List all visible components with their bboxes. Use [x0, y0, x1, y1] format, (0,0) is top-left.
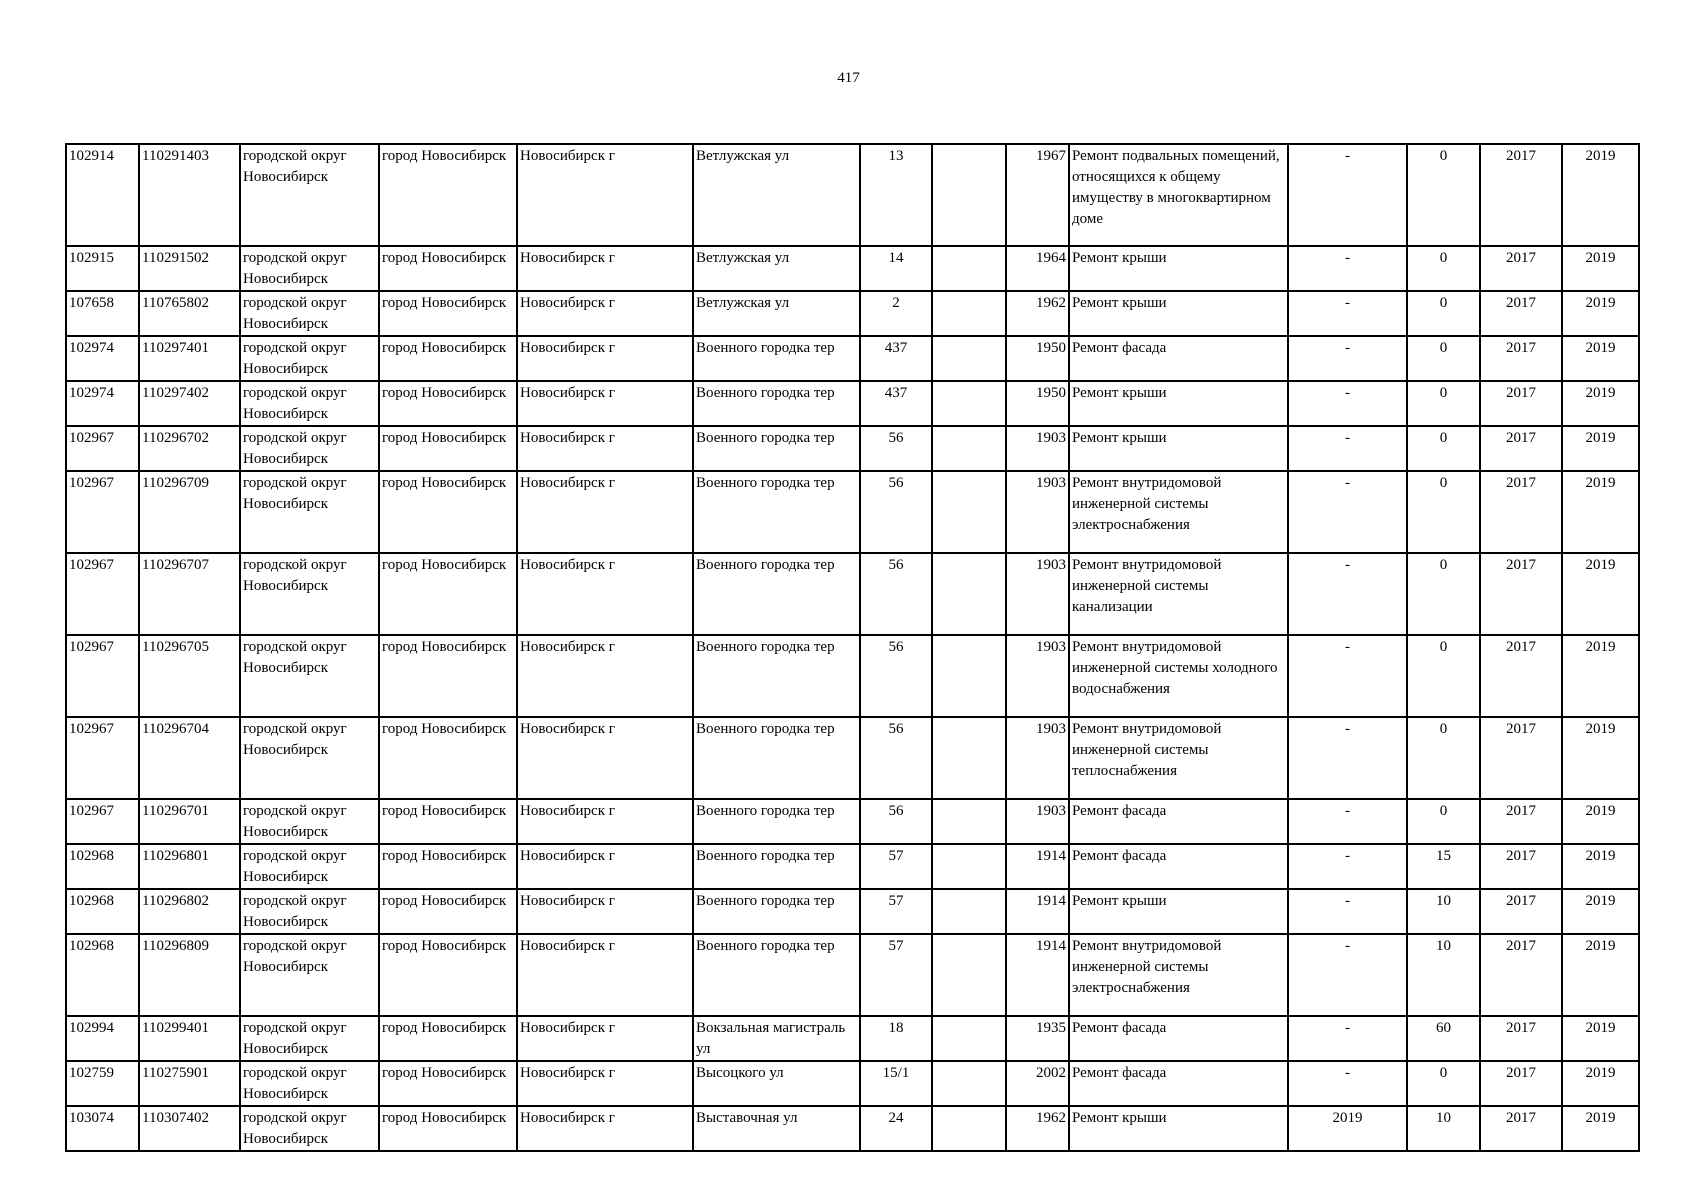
row-code: 110765802 [139, 291, 240, 336]
row-year: 1962 [1006, 291, 1069, 336]
row-building [932, 471, 1006, 553]
row-code: 110291403 [139, 144, 240, 246]
row-house: 56 [860, 471, 932, 553]
row-plan-year: - [1288, 471, 1407, 553]
row-code: 110291502 [139, 246, 240, 291]
row-id: 102967 [66, 799, 139, 844]
row-year: 1914 [1006, 844, 1069, 889]
row-value: 10 [1407, 934, 1480, 1016]
row-city: Новосибирск г [517, 426, 693, 471]
row-code: 110296709 [139, 471, 240, 553]
row-value: 0 [1407, 144, 1480, 246]
row-settlement: город Новосибирск [379, 471, 517, 553]
row-settlement: город Новосибирск [379, 717, 517, 799]
row-year: 1903 [1006, 717, 1069, 799]
table-row [66, 471, 1639, 553]
row-building [932, 1061, 1006, 1106]
row-building [932, 291, 1006, 336]
row-district: городской округ Новосибирск [240, 381, 379, 426]
row-street: Ветлужская ул [693, 144, 860, 246]
row-street: Военного городка тер [693, 426, 860, 471]
row-city: Новосибирск г [517, 381, 693, 426]
row-settlement: город Новосибирск [379, 246, 517, 291]
row-plan-year: - [1288, 844, 1407, 889]
row-city: Новосибирск г [517, 844, 693, 889]
row-end-year: 2019 [1562, 934, 1639, 1016]
row-building [932, 553, 1006, 635]
row-plan-year: - [1288, 1016, 1407, 1061]
table-row [66, 553, 1639, 635]
row-start-year: 2017 [1480, 144, 1562, 246]
row-district: городской округ Новосибирск [240, 1016, 379, 1061]
row-work: Ремонт крыши [1069, 426, 1288, 471]
repair-registry-table [65, 143, 1640, 1152]
row-code: 110307402 [139, 1106, 240, 1151]
table-row [66, 1061, 1639, 1106]
row-id: 102967 [66, 635, 139, 717]
row-work: Ремонт внутридомовой инженерной системы холодного водоснабжения [1069, 635, 1288, 717]
table-row [66, 934, 1639, 1016]
row-settlement: город Новосибирск [379, 336, 517, 381]
row-year: 1950 [1006, 336, 1069, 381]
row-code: 110296705 [139, 635, 240, 717]
row-id: 102994 [66, 1016, 139, 1061]
row-work: Ремонт внутридомовой инженерной системы электроснабжения [1069, 471, 1288, 553]
row-city: Новосибирск г [517, 291, 693, 336]
row-house: 24 [860, 1106, 932, 1151]
row-city: Новосибирск г [517, 553, 693, 635]
row-start-year: 2017 [1480, 246, 1562, 291]
row-value: 15 [1407, 844, 1480, 889]
row-id: 103074 [66, 1106, 139, 1151]
row-building [932, 934, 1006, 1016]
row-plan-year: - [1288, 553, 1407, 635]
row-street: Военного городка тер [693, 635, 860, 717]
row-city: Новосибирск г [517, 799, 693, 844]
row-house: 437 [860, 336, 932, 381]
row-start-year: 2017 [1480, 717, 1562, 799]
row-end-year: 2019 [1562, 291, 1639, 336]
table-row [66, 635, 1639, 717]
row-district: городской округ Новосибирск [240, 1061, 379, 1106]
row-street: Военного городка тер [693, 934, 860, 1016]
row-year: 1914 [1006, 889, 1069, 934]
row-city: Новосибирск г [517, 336, 693, 381]
row-work: Ремонт крыши [1069, 1106, 1288, 1151]
row-work: Ремонт фасада [1069, 844, 1288, 889]
row-year: 1964 [1006, 246, 1069, 291]
row-start-year: 2017 [1480, 471, 1562, 553]
row-settlement: город Новосибирск [379, 1016, 517, 1061]
row-year: 1935 [1006, 1016, 1069, 1061]
row-start-year: 2017 [1480, 635, 1562, 717]
row-house: 57 [860, 844, 932, 889]
row-house: 57 [860, 889, 932, 934]
row-id: 102974 [66, 381, 139, 426]
row-settlement: город Новосибирск [379, 1061, 517, 1106]
table-row [66, 844, 1639, 889]
row-plan-year: - [1288, 934, 1407, 1016]
row-work: Ремонт крыши [1069, 889, 1288, 934]
row-settlement: город Новосибирск [379, 635, 517, 717]
row-building [932, 889, 1006, 934]
row-value: 0 [1407, 291, 1480, 336]
row-year: 1903 [1006, 635, 1069, 717]
row-id: 102967 [66, 426, 139, 471]
row-id: 102967 [66, 553, 139, 635]
row-value: 0 [1407, 426, 1480, 471]
row-house: 56 [860, 426, 932, 471]
row-city: Новосибирск г [517, 144, 693, 246]
row-start-year: 2017 [1480, 799, 1562, 844]
row-plan-year: 2019 [1288, 1106, 1407, 1151]
row-house: 56 [860, 717, 932, 799]
row-street: Военного городка тер [693, 717, 860, 799]
row-end-year: 2019 [1562, 381, 1639, 426]
row-value: 0 [1407, 246, 1480, 291]
row-plan-year: - [1288, 1061, 1407, 1106]
row-street: Выставочная ул [693, 1106, 860, 1151]
row-end-year: 2019 [1562, 553, 1639, 635]
row-house: 15/1 [860, 1061, 932, 1106]
row-value: 10 [1407, 889, 1480, 934]
row-plan-year: - [1288, 635, 1407, 717]
row-district: городской округ Новосибирск [240, 553, 379, 635]
table-row [66, 336, 1639, 381]
row-start-year: 2017 [1480, 336, 1562, 381]
row-building [932, 1106, 1006, 1151]
table-row [66, 426, 1639, 471]
row-district: городской округ Новосибирск [240, 144, 379, 246]
row-building [932, 426, 1006, 471]
row-district: городской округ Новосибирск [240, 336, 379, 381]
row-street: Военного городка тер [693, 889, 860, 934]
row-work: Ремонт фасада [1069, 336, 1288, 381]
row-district: городской округ Новосибирск [240, 799, 379, 844]
row-settlement: город Новосибирск [379, 144, 517, 246]
row-year: 1903 [1006, 799, 1069, 844]
row-plan-year: - [1288, 381, 1407, 426]
row-end-year: 2019 [1562, 144, 1639, 246]
row-id: 102915 [66, 246, 139, 291]
row-year: 1903 [1006, 471, 1069, 553]
row-district: городской округ Новосибирск [240, 717, 379, 799]
row-plan-year: - [1288, 799, 1407, 844]
row-year: 1962 [1006, 1106, 1069, 1151]
row-year: 2002 [1006, 1061, 1069, 1106]
row-house: 56 [860, 635, 932, 717]
row-work: Ремонт внутридомовой инженерной системы электроснабжения [1069, 934, 1288, 1016]
row-id: 102968 [66, 889, 139, 934]
row-start-year: 2017 [1480, 844, 1562, 889]
row-city: Новосибирск г [517, 1016, 693, 1061]
row-street: Вокзальная магистраль ул [693, 1016, 860, 1061]
row-settlement: город Новосибирск [379, 934, 517, 1016]
row-end-year: 2019 [1562, 717, 1639, 799]
row-building [932, 381, 1006, 426]
row-value: 0 [1407, 381, 1480, 426]
row-id: 107658 [66, 291, 139, 336]
row-code: 110297402 [139, 381, 240, 426]
row-year: 1903 [1006, 553, 1069, 635]
row-district: городской округ Новосибирск [240, 291, 379, 336]
row-code: 110275901 [139, 1061, 240, 1106]
row-city: Новосибирск г [517, 934, 693, 1016]
row-plan-year: - [1288, 426, 1407, 471]
row-building [932, 717, 1006, 799]
row-building [932, 336, 1006, 381]
table-row [66, 381, 1639, 426]
table-row [66, 246, 1639, 291]
row-street: Военного городка тер [693, 381, 860, 426]
row-year: 1903 [1006, 426, 1069, 471]
row-end-year: 2019 [1562, 336, 1639, 381]
row-district: городской округ Новосибирск [240, 635, 379, 717]
row-work: Ремонт крыши [1069, 246, 1288, 291]
table-row [66, 799, 1639, 844]
row-building [932, 799, 1006, 844]
row-settlement: город Новосибирск [379, 291, 517, 336]
row-end-year: 2019 [1562, 471, 1639, 553]
row-district: городской округ Новосибирск [240, 471, 379, 553]
row-end-year: 2019 [1562, 246, 1639, 291]
row-house: 2 [860, 291, 932, 336]
row-work: Ремонт фасада [1069, 1061, 1288, 1106]
row-settlement: город Новосибирск [379, 799, 517, 844]
row-value: 0 [1407, 635, 1480, 717]
row-street: Ветлужская ул [693, 291, 860, 336]
row-street: Военного городка тер [693, 471, 860, 553]
row-building [932, 1016, 1006, 1061]
row-value: 10 [1407, 1106, 1480, 1151]
row-value: 0 [1407, 717, 1480, 799]
row-city: Новосибирск г [517, 246, 693, 291]
row-code: 110299401 [139, 1016, 240, 1061]
row-house: 57 [860, 934, 932, 1016]
row-work: Ремонт внутридомовой инженерной системы канализации [1069, 553, 1288, 635]
row-city: Новосибирск г [517, 635, 693, 717]
table-row [66, 291, 1639, 336]
row-street: Высоцкого ул [693, 1061, 860, 1106]
row-house: 14 [860, 246, 932, 291]
row-street: Военного городка тер [693, 799, 860, 844]
row-start-year: 2017 [1480, 426, 1562, 471]
row-id: 102968 [66, 934, 139, 1016]
row-start-year: 2017 [1480, 1061, 1562, 1106]
row-building [932, 144, 1006, 246]
row-id: 102967 [66, 471, 139, 553]
table-row [66, 1106, 1639, 1151]
row-city: Новосибирск г [517, 1106, 693, 1151]
row-district: городской округ Новосибирск [240, 246, 379, 291]
row-id: 102967 [66, 717, 139, 799]
row-plan-year: - [1288, 246, 1407, 291]
row-start-year: 2017 [1480, 291, 1562, 336]
row-building [932, 635, 1006, 717]
row-code: 110296704 [139, 717, 240, 799]
row-value: 0 [1407, 471, 1480, 553]
row-house: 18 [860, 1016, 932, 1061]
table-row [66, 889, 1639, 934]
row-house: 56 [860, 553, 932, 635]
table-row [66, 144, 1639, 246]
row-settlement: город Новосибирск [379, 889, 517, 934]
row-plan-year: - [1288, 144, 1407, 246]
row-code: 110296802 [139, 889, 240, 934]
row-house: 56 [860, 799, 932, 844]
row-value: 0 [1407, 553, 1480, 635]
row-settlement: город Новосибирск [379, 553, 517, 635]
row-id: 102914 [66, 144, 139, 246]
row-street: Военного городка тер [693, 844, 860, 889]
row-start-year: 2017 [1480, 889, 1562, 934]
row-end-year: 2019 [1562, 889, 1639, 934]
row-work: Ремонт крыши [1069, 381, 1288, 426]
row-value: 60 [1407, 1016, 1480, 1061]
row-end-year: 2019 [1562, 426, 1639, 471]
row-plan-year: - [1288, 336, 1407, 381]
row-street: Военного городка тер [693, 336, 860, 381]
row-end-year: 2019 [1562, 635, 1639, 717]
row-start-year: 2017 [1480, 1106, 1562, 1151]
row-building [932, 844, 1006, 889]
row-district: городской округ Новосибирск [240, 1106, 379, 1151]
page-number: 417 [837, 70, 860, 86]
row-id: 102759 [66, 1061, 139, 1106]
row-year: 1914 [1006, 934, 1069, 1016]
row-settlement: город Новосибирск [379, 1106, 517, 1151]
row-code: 110296702 [139, 426, 240, 471]
row-code: 110296809 [139, 934, 240, 1016]
row-start-year: 2017 [1480, 934, 1562, 1016]
row-id: 102974 [66, 336, 139, 381]
row-code: 110297401 [139, 336, 240, 381]
row-work: Ремонт подвальных помещений, относящихся к общему имуществу в многоквартирном доме [1069, 144, 1288, 246]
row-plan-year: - [1288, 291, 1407, 336]
row-district: городской округ Новосибирск [240, 426, 379, 471]
row-work: Ремонт внутридомовой инженерной системы теплоснабжения [1069, 717, 1288, 799]
row-plan-year: - [1288, 717, 1407, 799]
row-city: Новосибирск г [517, 1061, 693, 1106]
table-row [66, 1016, 1639, 1061]
row-value: 0 [1407, 1061, 1480, 1106]
row-plan-year: - [1288, 889, 1407, 934]
row-house: 13 [860, 144, 932, 246]
row-street: Ветлужская ул [693, 246, 860, 291]
table-row [66, 717, 1639, 799]
row-settlement: город Новосибирск [379, 381, 517, 426]
row-year: 1950 [1006, 381, 1069, 426]
row-city: Новосибирск г [517, 471, 693, 553]
row-work: Ремонт крыши [1069, 291, 1288, 336]
row-year: 1967 [1006, 144, 1069, 246]
row-city: Новосибирск г [517, 889, 693, 934]
row-settlement: город Новосибирск [379, 426, 517, 471]
row-end-year: 2019 [1562, 1061, 1639, 1106]
row-end-year: 2019 [1562, 799, 1639, 844]
row-work: Ремонт фасада [1069, 1016, 1288, 1061]
row-start-year: 2017 [1480, 553, 1562, 635]
row-start-year: 2017 [1480, 381, 1562, 426]
row-value: 0 [1407, 336, 1480, 381]
row-code: 110296801 [139, 844, 240, 889]
row-district: городской округ Новосибирск [240, 844, 379, 889]
row-code: 110296701 [139, 799, 240, 844]
row-end-year: 2019 [1562, 1106, 1639, 1151]
row-house: 437 [860, 381, 932, 426]
row-code: 110296707 [139, 553, 240, 635]
row-end-year: 2019 [1562, 1016, 1639, 1061]
row-end-year: 2019 [1562, 844, 1639, 889]
row-value: 0 [1407, 799, 1480, 844]
row-building [932, 246, 1006, 291]
row-district: городской округ Новосибирск [240, 934, 379, 1016]
row-work: Ремонт фасада [1069, 799, 1288, 844]
row-city: Новосибирск г [517, 717, 693, 799]
row-street: Военного городка тер [693, 553, 860, 635]
row-id: 102968 [66, 844, 139, 889]
row-district: городской округ Новосибирск [240, 889, 379, 934]
row-start-year: 2017 [1480, 1016, 1562, 1061]
row-settlement: город Новосибирск [379, 844, 517, 889]
